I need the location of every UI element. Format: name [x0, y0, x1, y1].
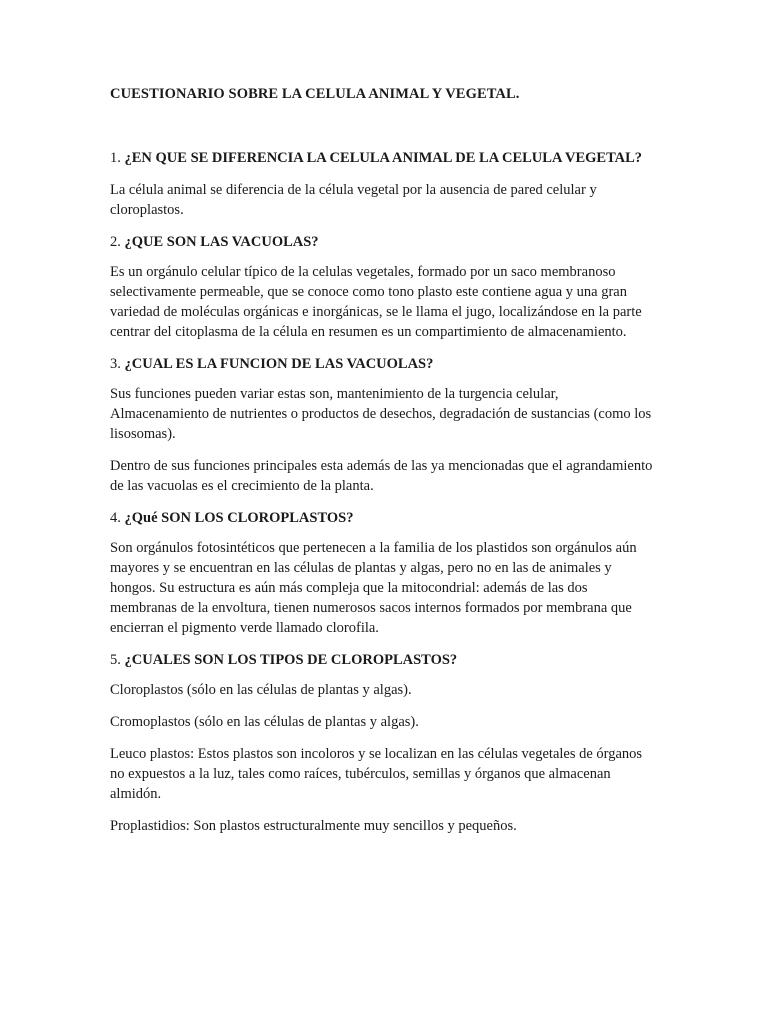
document-page — [110, 84, 655, 848]
question-heading — [110, 232, 655, 252]
question-section-4 — [110, 508, 655, 638]
question-heading — [110, 148, 655, 168]
question-section-3 — [110, 354, 655, 496]
answer-paragraph: Son orgánulos fotosintéticos que pertenecen a la familia de los plastidos son orgánulos aún mayores y se encuentran en las células de plantas y algas, pero no en las de animales y hongos. Su estructura es aún más compleja que la mitocondrial: además de las dos membranas de la envoltura, tienen numerosos sacos internos formados por membrana que encierran el pigmento verde llamado clorofila. — [110, 540, 637, 636]
question-section-1 — [110, 148, 655, 220]
question-number: 1. — [110, 150, 121, 166]
answer-paragraph: Cromoplastos (sólo en las células de plantas y algas). — [110, 714, 419, 730]
question-number: 4. — [110, 510, 121, 526]
question-text: ¿Qué SON LOS CLOROPLASTOS? — [124, 510, 354, 526]
question-text: ¿EN QUE SE DIFERENCIA LA CELULA ANIMAL DE LA CELULA VEGETAL? — [124, 150, 643, 166]
question-number: 3. — [110, 356, 121, 372]
question-heading — [110, 508, 655, 528]
question-text: ¿CUAL ES LA FUNCION DE LAS VACUOLAS? — [124, 356, 434, 372]
answer-paragraph: La célula animal se diferencia de la célula vegetal por la ausencia de pared celular y cloroplastos. — [110, 182, 597, 218]
question-number: 5. — [110, 652, 121, 668]
question-number: 2. — [110, 234, 121, 250]
question-text: ¿QUE SON LAS VACUOLAS? — [124, 234, 319, 250]
question-section-5 — [110, 650, 655, 836]
answer-paragraph: Dentro de sus funciones principales esta además de las ya mencionadas que el agrandamiento de las vacuolas es el crecimiento de la planta. — [110, 458, 653, 494]
answer-paragraph: Proplastidios: Son plastos estructuralmente muy sencillos y pequeños. — [110, 818, 517, 834]
document-title: CUESTIONARIO SOBRE LA CELULA ANIMAL Y VEGETAL. — [110, 86, 520, 102]
answer-paragraph: Leuco plastos: Estos plastos son incoloros y se localizan en las células vegetales de órganos no expuestos a la luz, tales como raíces, tubérculos, semillas y órganos que almacenan almidón. — [110, 746, 643, 802]
question-text: ¿CUALES SON LOS TIPOS DE CLOROPLASTOS? — [124, 652, 458, 668]
answer-paragraph: Es un orgánulo celular típico de la celulas vegetales, formado por un saco membranoso selectivamente permeable, que se conoce como tono plasto este contiene agua y una gran variedad de moléculas orgánicas e inorgánicas, se le llama el jugo, localizándose en la parte centrar del citoplasma de la célula en resumen es un compartimiento de almacenamiento. — [110, 264, 642, 340]
question-heading — [110, 354, 655, 374]
answer-paragraph: Cloroplastos (sólo en las células de plantas y algas). — [110, 682, 412, 698]
answer-paragraph: Sus funciones pueden variar estas son, mantenimiento de la turgencia celular, Almacenamiento de nutrientes o productos de desechos, degradación de sustancias (como los lisosomas). — [110, 386, 652, 442]
question-heading — [110, 650, 655, 670]
question-section-2 — [110, 232, 655, 342]
